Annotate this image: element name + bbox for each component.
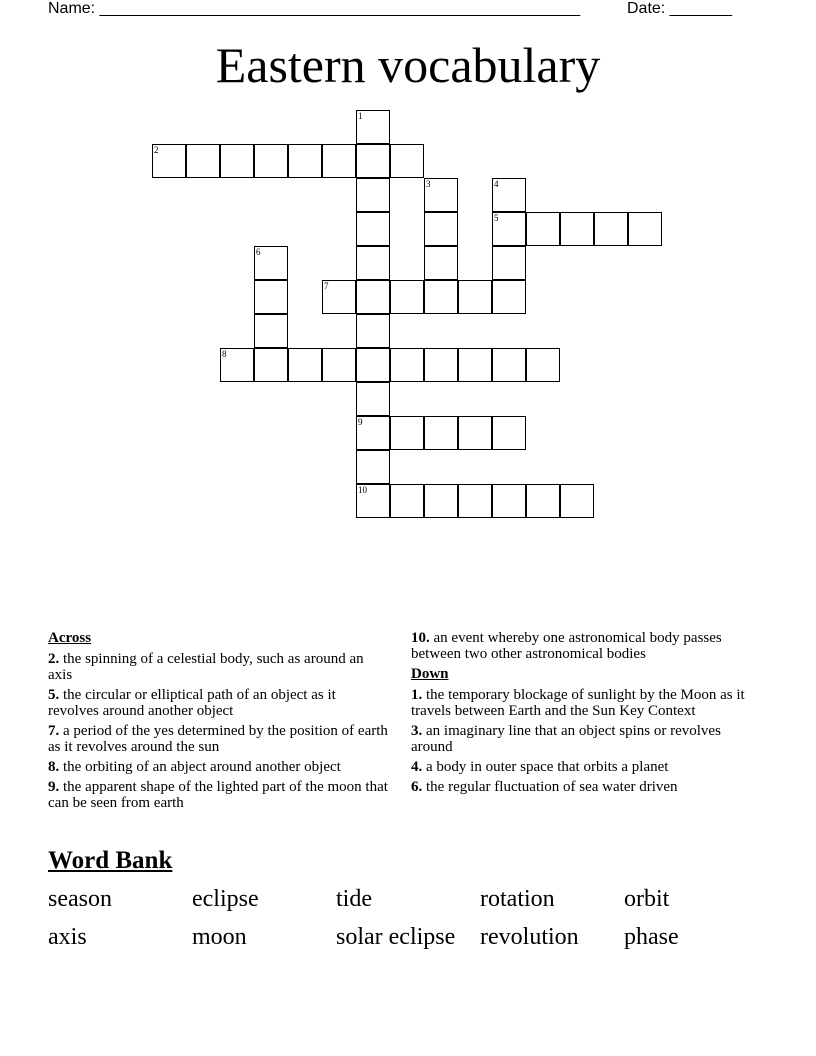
grid-cell[interactable] xyxy=(594,212,628,246)
word-bank-item: axis xyxy=(48,924,87,950)
word-bank-item: phase xyxy=(624,924,679,950)
grid-cell[interactable] xyxy=(356,416,390,450)
page-title: Eastern vocabulary xyxy=(215,37,601,93)
grid-cell[interactable] xyxy=(254,314,288,348)
grid-cell[interactable] xyxy=(390,280,424,314)
clue-number-label: 10 xyxy=(358,485,367,495)
word-bank-item: revolution xyxy=(480,924,579,950)
grid-cell[interactable] xyxy=(356,178,390,212)
grid-cell[interactable] xyxy=(254,144,288,178)
across-clue-8: 8. the orbiting of an abject around another object xyxy=(48,759,341,775)
grid-cell[interactable] xyxy=(492,178,526,212)
clue-number-label: 8 xyxy=(222,349,227,359)
grid-cell[interactable] xyxy=(356,314,390,348)
across-clue-2: 2. the spinning of a celestial body, such as around an axis xyxy=(48,651,364,683)
word-bank-title: Word Bank xyxy=(48,847,173,874)
across-clue-5: 5. the circular or elliptical path of an object as it revolves around another object xyxy=(48,687,336,719)
grid-cell[interactable] xyxy=(220,144,254,178)
grid-cell[interactable] xyxy=(322,348,356,382)
grid-cell[interactable] xyxy=(458,280,492,314)
clue-number-label: 4 xyxy=(494,179,499,189)
grid-cell[interactable] xyxy=(526,484,560,518)
grid-cell[interactable] xyxy=(390,144,424,178)
across-clue-10: 10. an event whereby one astronomical body passes between two other astronomical bodies xyxy=(411,630,722,662)
grid-cell[interactable] xyxy=(390,348,424,382)
grid-cell[interactable] xyxy=(492,246,526,280)
name-field: Name: ______________________________________________________ xyxy=(48,0,581,17)
across-heading: Across xyxy=(48,630,92,646)
grid-cell[interactable] xyxy=(356,280,390,314)
grid-cell[interactable] xyxy=(288,348,322,382)
grid-cell[interactable] xyxy=(356,144,390,178)
grid-cell[interactable] xyxy=(390,484,424,518)
word-bank-item: tide xyxy=(336,886,372,912)
date-field: Date: _______ xyxy=(627,0,732,17)
grid-cell[interactable] xyxy=(492,280,526,314)
grid-cell[interactable] xyxy=(356,484,390,518)
grid-cell[interactable] xyxy=(424,280,458,314)
word-bank-item: orbit xyxy=(624,886,670,912)
clue-number-label: 7 xyxy=(324,281,329,291)
clue-number-label: 1 xyxy=(358,111,363,121)
grid-cell[interactable] xyxy=(356,382,390,416)
clue-number-label: 2 xyxy=(154,145,159,155)
clue-number-label: 5 xyxy=(494,213,499,223)
word-bank-item: season xyxy=(48,886,112,912)
across-clue-9: 9. the apparent shape of the lighted part of the moon that can be seen from earth xyxy=(48,779,388,811)
grid-cell[interactable] xyxy=(560,212,594,246)
clue-number-label: 3 xyxy=(426,179,431,189)
grid-cell[interactable] xyxy=(322,280,356,314)
grid-cell[interactable] xyxy=(526,348,560,382)
grid-cell[interactable] xyxy=(220,348,254,382)
grid-cell[interactable] xyxy=(288,144,322,178)
grid-cell[interactable] xyxy=(356,110,390,144)
across-clue-7: 7. a period of the yes determined by the position of earth as it revolves around the sun xyxy=(48,723,388,755)
clues-left-column xyxy=(48,630,388,815)
grid-cell[interactable] xyxy=(322,144,356,178)
grid-cell[interactable] xyxy=(424,416,458,450)
clue-number-label: 9 xyxy=(358,417,363,427)
grid-cell[interactable] xyxy=(254,246,288,280)
grid-cell[interactable] xyxy=(356,246,390,280)
clue-number-label: 6 xyxy=(256,247,261,257)
grid-cell[interactable] xyxy=(492,348,526,382)
grid-cell[interactable] xyxy=(424,178,458,212)
grid-cell[interactable] xyxy=(492,484,526,518)
grid-cell[interactable] xyxy=(492,212,526,246)
grid-cell[interactable] xyxy=(458,348,492,382)
grid-cell[interactable] xyxy=(356,450,390,484)
grid-cell[interactable] xyxy=(458,416,492,450)
grid-cell[interactable] xyxy=(424,348,458,382)
grid-cell[interactable] xyxy=(254,280,288,314)
word-bank-item: rotation xyxy=(480,886,555,912)
grid-cell[interactable] xyxy=(152,144,186,178)
grid-cell[interactable] xyxy=(390,416,424,450)
grid-cell[interactable] xyxy=(424,246,458,280)
down-clue-4: 4. a body in outer space that orbits a planet xyxy=(411,759,669,775)
grid-cell[interactable] xyxy=(356,212,390,246)
grid-cell[interactable] xyxy=(458,484,492,518)
clues-right-column xyxy=(411,630,761,799)
down-heading: Down xyxy=(411,666,449,682)
down-clue-3: 3. an imaginary line that an object spins or revolves around xyxy=(411,723,721,755)
grid-cell[interactable] xyxy=(424,212,458,246)
grid-cell[interactable] xyxy=(526,212,560,246)
grid-cell[interactable] xyxy=(254,348,288,382)
down-clue-6: 6. the regular fluctuation of sea water driven xyxy=(411,779,678,795)
word-bank-item: solar eclipse xyxy=(336,924,456,950)
word-bank-item: moon xyxy=(192,924,247,950)
down-clue-1: 1. the temporary blockage of sunlight by the Moon as it travels between Earth and the Sun Key Context xyxy=(411,687,745,719)
grid-cell[interactable] xyxy=(628,212,662,246)
grid-cell[interactable] xyxy=(560,484,594,518)
grid-cell[interactable] xyxy=(424,484,458,518)
grid-cell[interactable] xyxy=(492,416,526,450)
word-bank-item: eclipse xyxy=(192,886,259,912)
grid-cell[interactable] xyxy=(356,348,390,382)
grid-cell[interactable] xyxy=(186,144,220,178)
